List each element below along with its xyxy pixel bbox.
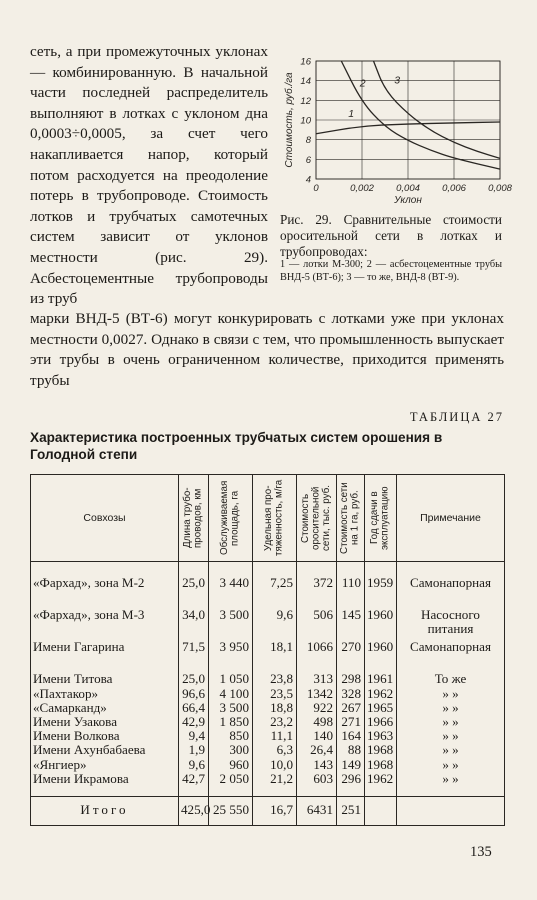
cell-per-ha: 298 — [337, 668, 365, 686]
cell-spec: 18,1 — [253, 636, 297, 668]
chart-series-label-2: 2 — [359, 77, 366, 90]
table-row — [31, 572, 505, 604]
chart-y-tick-label: 8 — [305, 135, 311, 147]
cell-length: 25,0 — [179, 572, 209, 604]
chart-x-tick-label: 0 — [313, 183, 319, 194]
cell-name: Имени Волкова — [31, 729, 179, 743]
total-note — [397, 797, 505, 826]
cell-spec: 11,1 — [253, 729, 297, 743]
cell-name: Имени Икрамова — [31, 772, 179, 786]
cell-spec: 23,8 — [253, 668, 297, 686]
cell-length: 1,9 — [179, 743, 209, 757]
cell-year: 1968 — [365, 743, 397, 757]
cell-area: 3 500 — [209, 604, 253, 636]
chart-series-label-3: 3 — [394, 74, 401, 87]
cell-year: 1960 — [365, 604, 397, 636]
table-spacer — [31, 562, 505, 573]
table-label: ТАБЛИЦА 27 — [409, 410, 504, 424]
table-row — [31, 687, 505, 701]
cell-per-ha: 88 — [337, 743, 365, 757]
cell-per-ha: 270 — [337, 636, 365, 668]
cell-per-ha: 296 — [337, 772, 365, 786]
cell-year: 1963 — [365, 729, 397, 743]
cell-year: 1962 — [365, 687, 397, 701]
cell-note: Насосного питания — [397, 604, 505, 636]
figure-29 — [272, 47, 512, 207]
cell-spec: 18,8 — [253, 701, 297, 715]
cell-note: То же — [397, 668, 505, 686]
cell-year: 1962 — [365, 772, 397, 786]
table-row — [31, 729, 505, 743]
cell-area: 4 100 — [209, 687, 253, 701]
table-row — [31, 636, 505, 668]
table-row — [31, 668, 505, 686]
cell-cost: 372 — [297, 572, 337, 604]
cell-year: 1965 — [365, 701, 397, 715]
chart-x-tick-label: 0,008 — [488, 183, 512, 194]
cell-cost: 1342 — [297, 687, 337, 701]
cell-area: 2 050 — [209, 772, 253, 786]
table-row — [31, 772, 505, 786]
column-paragraph: сеть, а при промежуточных уклонах — комбинированную. В начальной части последней распределитель выполняют в лотках с уклоном дна 0,0003÷0,0005, за счет чего накапливается напор, который потом расходуется на преодоление потерь в трубопроводе. Стоимость лотков и трубчатых самотечных систем зависит от уклонов местности (рис. 29). Асбестоцементные трубопроводы из труб — [30, 43, 268, 308]
chart-x-tick-label: 0,004 — [396, 183, 420, 194]
wide-text — [30, 309, 504, 391]
header-specific-length: Удельная протяженность, м/га — [262, 479, 285, 557]
chart-y-tick-label: 6 — [305, 154, 311, 166]
cell-area: 1 850 — [209, 715, 253, 729]
cell-cost: 498 — [297, 715, 337, 729]
cell-name: «Янгиер» — [31, 758, 179, 772]
cell-year: 1968 — [365, 758, 397, 772]
cell-spec: 10,0 — [253, 758, 297, 772]
cell-year: 1966 — [365, 715, 397, 729]
cell-length: 9,4 — [179, 729, 209, 743]
cell-note: » » — [397, 687, 505, 701]
table-header-row — [31, 475, 505, 562]
cell-cost: 603 — [297, 772, 337, 786]
total-per-ha: 251 — [337, 797, 365, 826]
cell-spec: 9,6 — [253, 604, 297, 636]
cell-area: 1 050 — [209, 668, 253, 686]
cell-cost: 140 — [297, 729, 337, 743]
cell-name: Имени Узакова — [31, 715, 179, 729]
wide-paragraph: марки ВНД-5 (ВТ-6) могут конкурировать с лотками уже при уклонах местности 0,0027. Однако в связи с тем, что промышленность выпускает эти трубы в очень ограниченном количестве, приходится применять трубы — [30, 310, 504, 389]
header-farm: Совхозы — [31, 475, 179, 562]
total-length: 425,0 — [179, 797, 209, 826]
chart-x-tick-label: 0,006 — [442, 183, 466, 194]
cell-per-ha: 145 — [337, 604, 365, 636]
cell-area: 960 — [209, 758, 253, 772]
cell-area: 3 950 — [209, 636, 253, 668]
cell-name: «Пахтакор» — [31, 687, 179, 701]
cell-note: » » — [397, 743, 505, 757]
column-text — [30, 42, 268, 310]
cell-name: Имени Гагарина — [31, 636, 179, 668]
cell-name: «Фархад», зона М-2 — [31, 572, 179, 604]
figure-caption: Рис. 29. Сравнительные стоимости оросительной сети в лотках и трубопроводах: — [280, 212, 502, 259]
chart-y-tick-label: 4 — [305, 174, 311, 186]
cell-note: » » — [397, 772, 505, 786]
chart-y-tick-label: 12 — [300, 95, 311, 107]
table-row — [31, 701, 505, 715]
table-row — [31, 743, 505, 757]
total-spec: 16,7 — [253, 797, 297, 826]
header-cost-per-ha: Стоимость сети на 1 га, руб. — [338, 482, 361, 554]
cell-spec: 23,2 — [253, 715, 297, 729]
figure-legend: 1 — лотки М-300; 2 — асбестоцементные трубы ВНД-5 (ВТ-6); 3 — то же, ВНД-8 (ВТ-9). — [280, 259, 502, 283]
table-row — [31, 604, 505, 636]
cell-note: » » — [397, 729, 505, 743]
cell-name: «Фархад», зона М-3 — [31, 604, 179, 636]
cell-cost: 26,4 — [297, 743, 337, 757]
cell-spec: 21,2 — [253, 772, 297, 786]
header-year: Год сдачи в эксплуатацию — [368, 486, 391, 550]
page-number: 135 — [470, 844, 492, 860]
total-cost: 6431 — [297, 797, 337, 826]
cell-per-ha: 271 — [337, 715, 365, 729]
cell-spec: 23,5 — [253, 687, 297, 701]
table-total-row — [31, 797, 505, 826]
table-row — [31, 758, 505, 772]
cell-area: 3 440 — [209, 572, 253, 604]
irrigation-table — [30, 474, 505, 826]
cell-per-ha: 267 — [337, 701, 365, 715]
cell-length: 66,4 — [179, 701, 209, 715]
cell-note: Самонапорная — [397, 572, 505, 604]
table-title: Характеристика построенных трубчатых систем орошения в Голодной степи — [30, 430, 443, 462]
cell-year: 1960 — [365, 636, 397, 668]
cell-cost: 506 — [297, 604, 337, 636]
cell-length: 42,9 — [179, 715, 209, 729]
cell-cost: 922 — [297, 701, 337, 715]
cell-per-ha: 328 — [337, 687, 365, 701]
chart-x-axis-label: Уклон — [394, 195, 422, 206]
total-year — [365, 797, 397, 826]
header-length: Длина трубопроводов, км — [181, 487, 204, 549]
cell-cost: 1066 — [297, 636, 337, 668]
total-name: Итого — [31, 797, 179, 826]
cell-cost: 143 — [297, 758, 337, 772]
chart-y-tick-label: 10 — [300, 115, 311, 127]
header-note: Примечание — [397, 475, 505, 562]
header-cost: Стоимость оросительной сети, тыс. руб. — [299, 485, 332, 551]
cell-area: 3 500 — [209, 701, 253, 715]
table-spacer — [31, 786, 505, 797]
cell-note: » » — [397, 701, 505, 715]
chart-x-tick-label: 0,002 — [350, 183, 374, 194]
total-area: 25 550 — [209, 797, 253, 826]
cost-chart — [272, 47, 512, 207]
cell-spec: 6,3 — [253, 743, 297, 757]
cell-cost: 313 — [297, 668, 337, 686]
chart-series-line-3 — [374, 61, 501, 158]
cell-length: 25,0 — [179, 668, 209, 686]
cell-per-ha: 149 — [337, 758, 365, 772]
cell-length: 42,7 — [179, 772, 209, 786]
cell-per-ha: 164 — [337, 729, 365, 743]
header-area: Обслуживаемая площадь, га — [218, 480, 241, 556]
chart-y-tick-label: 16 — [300, 56, 311, 68]
cell-name: Имени Титова — [31, 668, 179, 686]
cell-area: 850 — [209, 729, 253, 743]
cell-year: 1961 — [365, 668, 397, 686]
cell-length: 9,6 — [179, 758, 209, 772]
cell-year: 1959 — [365, 572, 397, 604]
chart-series-label-1: 1 — [348, 108, 355, 121]
table-row — [31, 715, 505, 729]
cell-length: 71,5 — [179, 636, 209, 668]
chart-y-tick-label: 14 — [300, 76, 311, 88]
cell-length: 96,6 — [179, 687, 209, 701]
cell-spec: 7,25 — [253, 572, 297, 604]
cell-length: 34,0 — [179, 604, 209, 636]
cell-name: «Самарканд» — [31, 701, 179, 715]
cell-name: Имени Ахунбабаева — [31, 743, 179, 757]
chart-y-axis-label: Стоимость, руб./га — [284, 72, 295, 168]
cell-note: Самонапорная — [397, 636, 505, 668]
cell-note: » » — [397, 758, 505, 772]
cell-area: 300 — [209, 743, 253, 757]
cell-per-ha: 110 — [337, 572, 365, 604]
cell-note: » » — [397, 715, 505, 729]
